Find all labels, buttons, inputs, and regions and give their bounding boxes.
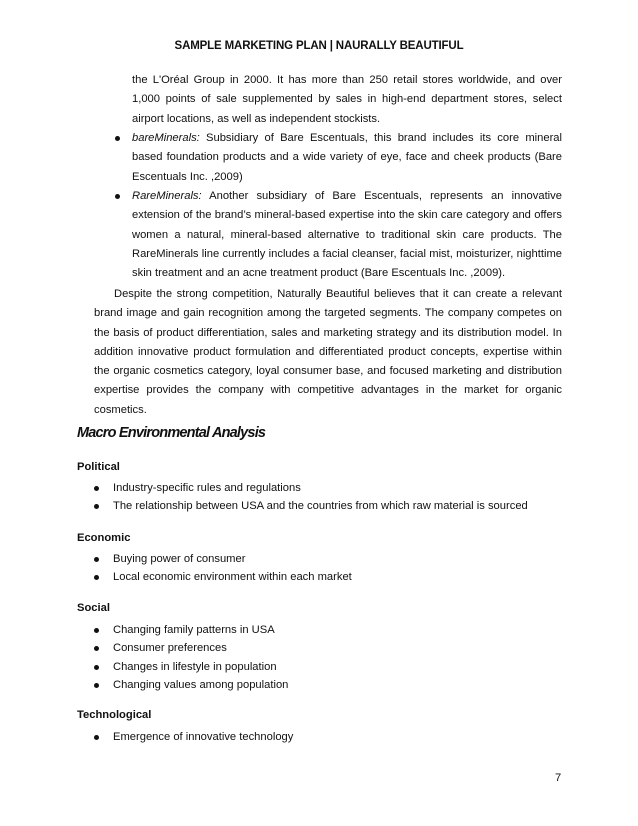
bullet-icon	[94, 735, 99, 740]
brand-name: RareMinerals:	[132, 190, 202, 202]
social-heading: Social	[77, 602, 110, 614]
brand-name: bareMinerals:	[132, 132, 200, 144]
brand-description	[132, 129, 562, 187]
economic-heading: Economic	[77, 532, 131, 544]
brand-bullet-rareminerals	[115, 187, 562, 283]
bullet-icon	[94, 486, 99, 491]
list-item-text: Buying power of consumer	[113, 553, 246, 565]
brand-text: Subsidiary of Bare Escentuals, this brand includes its core mineral based foundation products and a wide variety of eye, face and cheek products (Bare Escentuals Inc. ,2009)	[132, 132, 562, 183]
bullet-icon	[94, 683, 99, 688]
bullet-icon	[94, 575, 99, 580]
bullet-icon	[94, 646, 99, 651]
bullet-icon	[94, 665, 99, 670]
list-item-text: Consumer preferences	[113, 642, 227, 654]
section-title: Macro Environmental Analysis	[77, 425, 266, 441]
political-heading: Political	[77, 461, 120, 473]
bullet-icon	[94, 504, 99, 509]
list-item-text: Changing family patterns in USA	[113, 624, 275, 636]
bullet-icon	[115, 194, 120, 199]
page-number: 7	[555, 772, 562, 784]
bullet-icon	[94, 557, 99, 562]
page-header: SAMPLE MARKETING PLAN | NAURALLY BEAUTIFUL	[174, 40, 464, 52]
list-item-text: Changes in lifestyle in population	[113, 661, 277, 673]
list-item-text: Changing values among population	[113, 679, 289, 691]
list-item-text: Industry-specific rules and regulations	[113, 482, 301, 494]
bullet-icon	[94, 628, 99, 633]
brand-description	[132, 187, 562, 283]
brand-text: Another subsidiary of Bare Escentuals, represents an innovative extension of the brand’s mineral-based expertise into the skin care category and offers women a natural, mineral-based alternative to traditional skin care products. The RareMinerals line currently includes a facial cleanser, facial mist, moisturizer, nighttime skin treatment and an acne treatment product (Bare Escentuals Inc. ,2009).	[132, 190, 562, 280]
list-item-text: Local economic environment within each market	[113, 571, 352, 583]
list-item-text: Emergence of innovative technology	[113, 731, 294, 743]
technological-heading: Technological	[77, 709, 152, 721]
competition-paragraph: Despite the strong competition, Naturally Beautiful believes that it can create a relevant brand image and gain recognition among the targeted segments. The company competes on the basis of product differentiation, sales and marketing strategy and its distribution model. In addition innovative product formulation and differentiated product concepts, expertise within the organic cosmetics category, loyal consumer base, and focused marketing and distribution expertise provides the company with competitive advantages in the market for organic cosmetics.	[94, 288, 562, 416]
bullet-icon	[115, 136, 120, 141]
list-item-text: The relationship between USA and the countries from which raw material is sourced	[113, 500, 528, 512]
continuation-paragraph: the L'Oréal Group in 2000. It has more than 250 retail stores worldwide, and over 1,000 points of sale supplemented by sales in high-end department stores, select airport locations, as well as independent stockists.	[132, 74, 562, 125]
brand-bullet-bareminerals	[115, 129, 562, 187]
